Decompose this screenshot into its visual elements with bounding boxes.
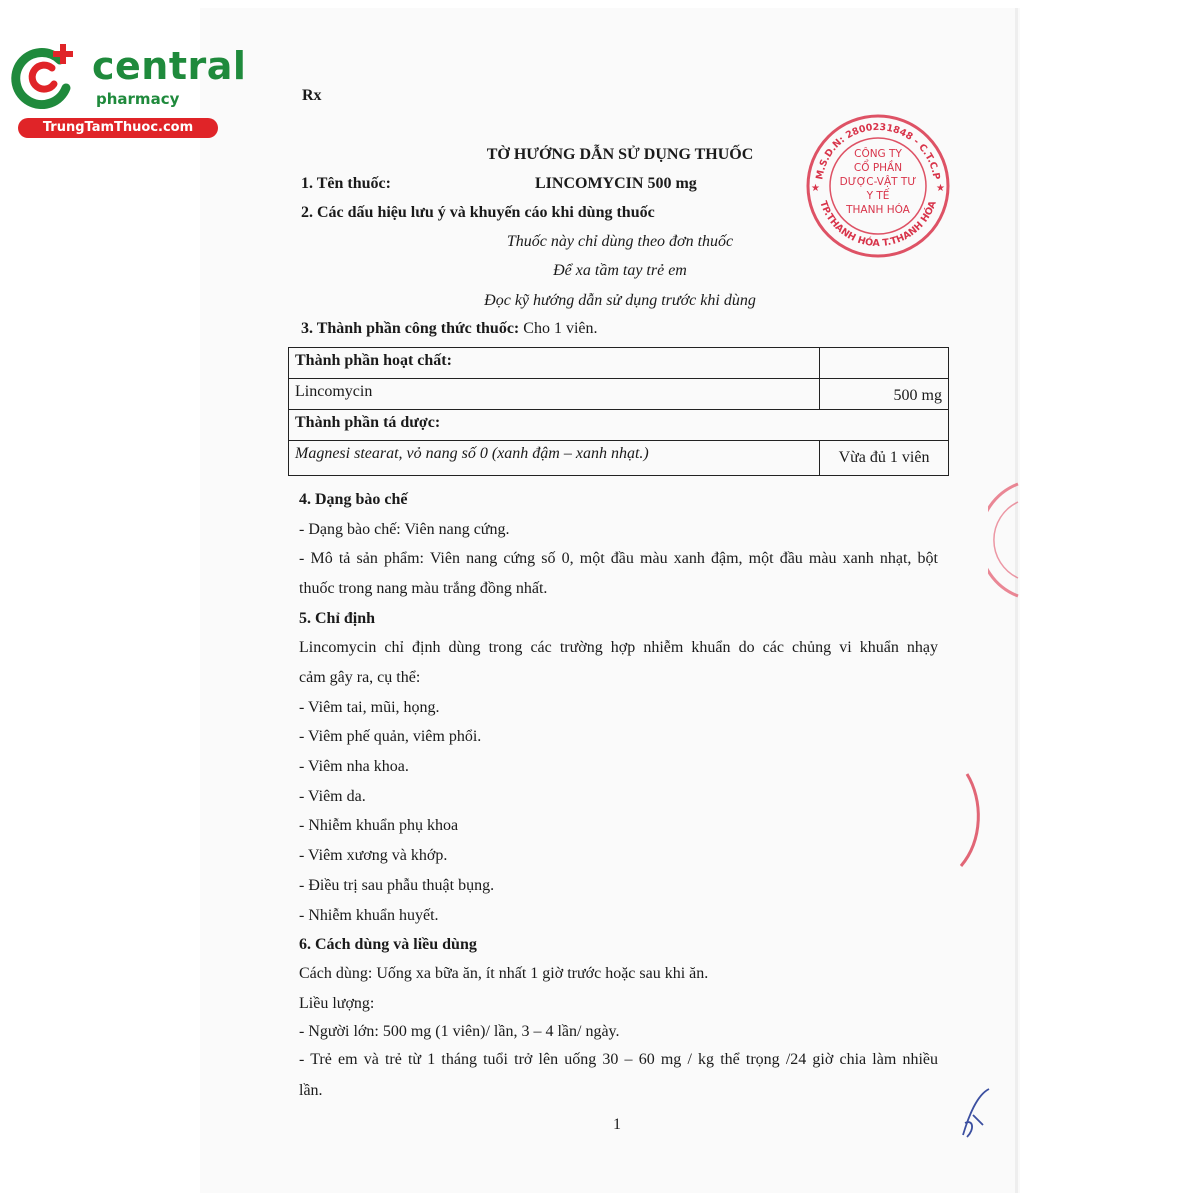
list-item: - Nhiễm khuẩn phụ khoa <box>299 817 459 834</box>
stamp-ring-bottom: TP.THANH HÓA T.THANH HÓA <box>817 199 939 250</box>
stamp-center-line: DƯỢC-VẬT TƯ <box>839 176 917 188</box>
central-pharmacy-logo-icon <box>8 38 82 112</box>
table-row <box>289 348 949 379</box>
partial-stamp-mark <box>988 480 1020 600</box>
logo-url-badge[interactable]: TrungTamThuoc.com <box>18 118 218 138</box>
table-row <box>289 379 949 410</box>
warning-line: Thuốc này chỉ dùng theo đơn thuốc <box>506 233 734 250</box>
stamp-star-icon: ★ <box>936 183 945 194</box>
warning-line: Để xa tầm tay trẻ em <box>553 262 687 279</box>
list-item: - Viêm phế quản, viêm phổi. <box>299 728 482 745</box>
logo-subtitle: pharmacy <box>96 90 180 108</box>
section-3-label: 3. Thành phần công thức thuốc: <box>301 320 520 337</box>
page-number: 1 <box>613 1116 621 1133</box>
section-3-value: Cho 1 viên. <box>523 320 598 337</box>
section-1-label: 1. Tên thuốc: <box>301 175 391 192</box>
section-3-heading <box>301 319 597 339</box>
signature-initial-mark <box>955 1085 995 1145</box>
stamp-center-line: THANH HÓA <box>846 204 910 216</box>
body-line: - Dạng bào chế: Viên nang cứng. <box>299 521 510 538</box>
active-name-cell: Lincomycin <box>289 379 820 410</box>
body-line: Cách dùng: Uống xa bữa ăn, ít nhất 1 giờ trước hoặc sau khi ăn. <box>299 965 709 982</box>
page-edge <box>1015 8 1018 1193</box>
section-5-label: 5. Chỉ định <box>299 610 376 627</box>
body-line: - Trẻ em và trẻ từ 1 tháng tuổi trở lên uống 30 – 60 mg / kg thể trọng /24 giờ chia làm nhiều <box>299 1051 938 1068</box>
section-2-label: 2. Các dấu hiệu lưu ý và khuyến cáo khi dùng thuốc <box>301 204 655 221</box>
brand-logo[interactable] <box>8 38 247 138</box>
drug-name: LINCOMYCIN 500 mg <box>535 175 697 192</box>
list-item: - Điều trị sau phẫu thuật bụng. <box>299 877 495 894</box>
composition-table <box>288 347 949 476</box>
body-line: - Người lớn: 500 mg (1 viên)/ lần, 3 – 4 lần/ ngày. <box>299 1023 620 1040</box>
excipient-name-cell: Magnesi stearat, vỏ nang số 0 (xanh đậm – xanh nhạt.) <box>289 441 820 476</box>
body-line: thuốc trong nang màu trắng đồng nhất. <box>299 580 548 597</box>
body-line: cảm gây ra, cụ thể: <box>299 669 421 686</box>
section-4-label: 4. Dạng bào chế <box>299 491 408 508</box>
active-amount-cell: 500 mg <box>820 379 949 410</box>
body-line: lần. <box>299 1082 323 1099</box>
table-row <box>289 441 949 476</box>
list-item: - Viêm xương và khớp. <box>299 847 448 864</box>
logo-wordmark: central <box>92 44 247 88</box>
list-item: - Viêm da. <box>299 788 366 805</box>
warning-line: Đọc kỹ hướng dẫn sử dụng trước khi dùng <box>484 292 756 309</box>
active-header-empty-cell <box>820 348 949 379</box>
list-item: - Viêm nha khoa. <box>299 758 409 775</box>
company-stamp <box>805 113 951 259</box>
stamp-center-line: CỔ PHẦN <box>853 162 903 174</box>
body-line: - Mô tả sản phẩm: Viên nang cứng số 0, một đầu màu xanh đậm, một đầu màu xanh nhạt, bột <box>299 550 938 567</box>
signature-stroke-mark <box>955 770 985 870</box>
list-item: - Viêm tai, mũi, họng. <box>299 699 440 716</box>
excipient-header-cell: Thành phần tá dược: <box>289 410 949 441</box>
document-title: TỜ HƯỚNG DẪN SỬ DỤNG THUỐC <box>486 146 754 163</box>
stamp-star-icon: ★ <box>811 183 820 194</box>
stamp-center-line: CÔNG TY <box>854 148 902 160</box>
body-line: Liều lượng: <box>299 995 375 1012</box>
stamp-ring-top: M.S.D.N: 2800231848 - C.T.C.P <box>814 121 942 181</box>
list-item: - Nhiễm khuẩn huyết. <box>299 907 439 924</box>
body-line: Lincomycin chỉ định dùng trong các trường hợp nhiễm khuẩn do các chủng vi khuẩn nhạy <box>299 639 938 656</box>
excipient-amount-cell: Vừa đủ 1 viên <box>820 441 949 476</box>
rx-label: Rx <box>302 87 322 104</box>
stamp-center-line: Y TẾ <box>866 190 890 202</box>
table-row <box>289 410 949 441</box>
active-header-cell: Thành phần hoạt chất: <box>289 348 820 379</box>
section-6-label: 6. Cách dùng và liều dùng <box>299 936 477 953</box>
